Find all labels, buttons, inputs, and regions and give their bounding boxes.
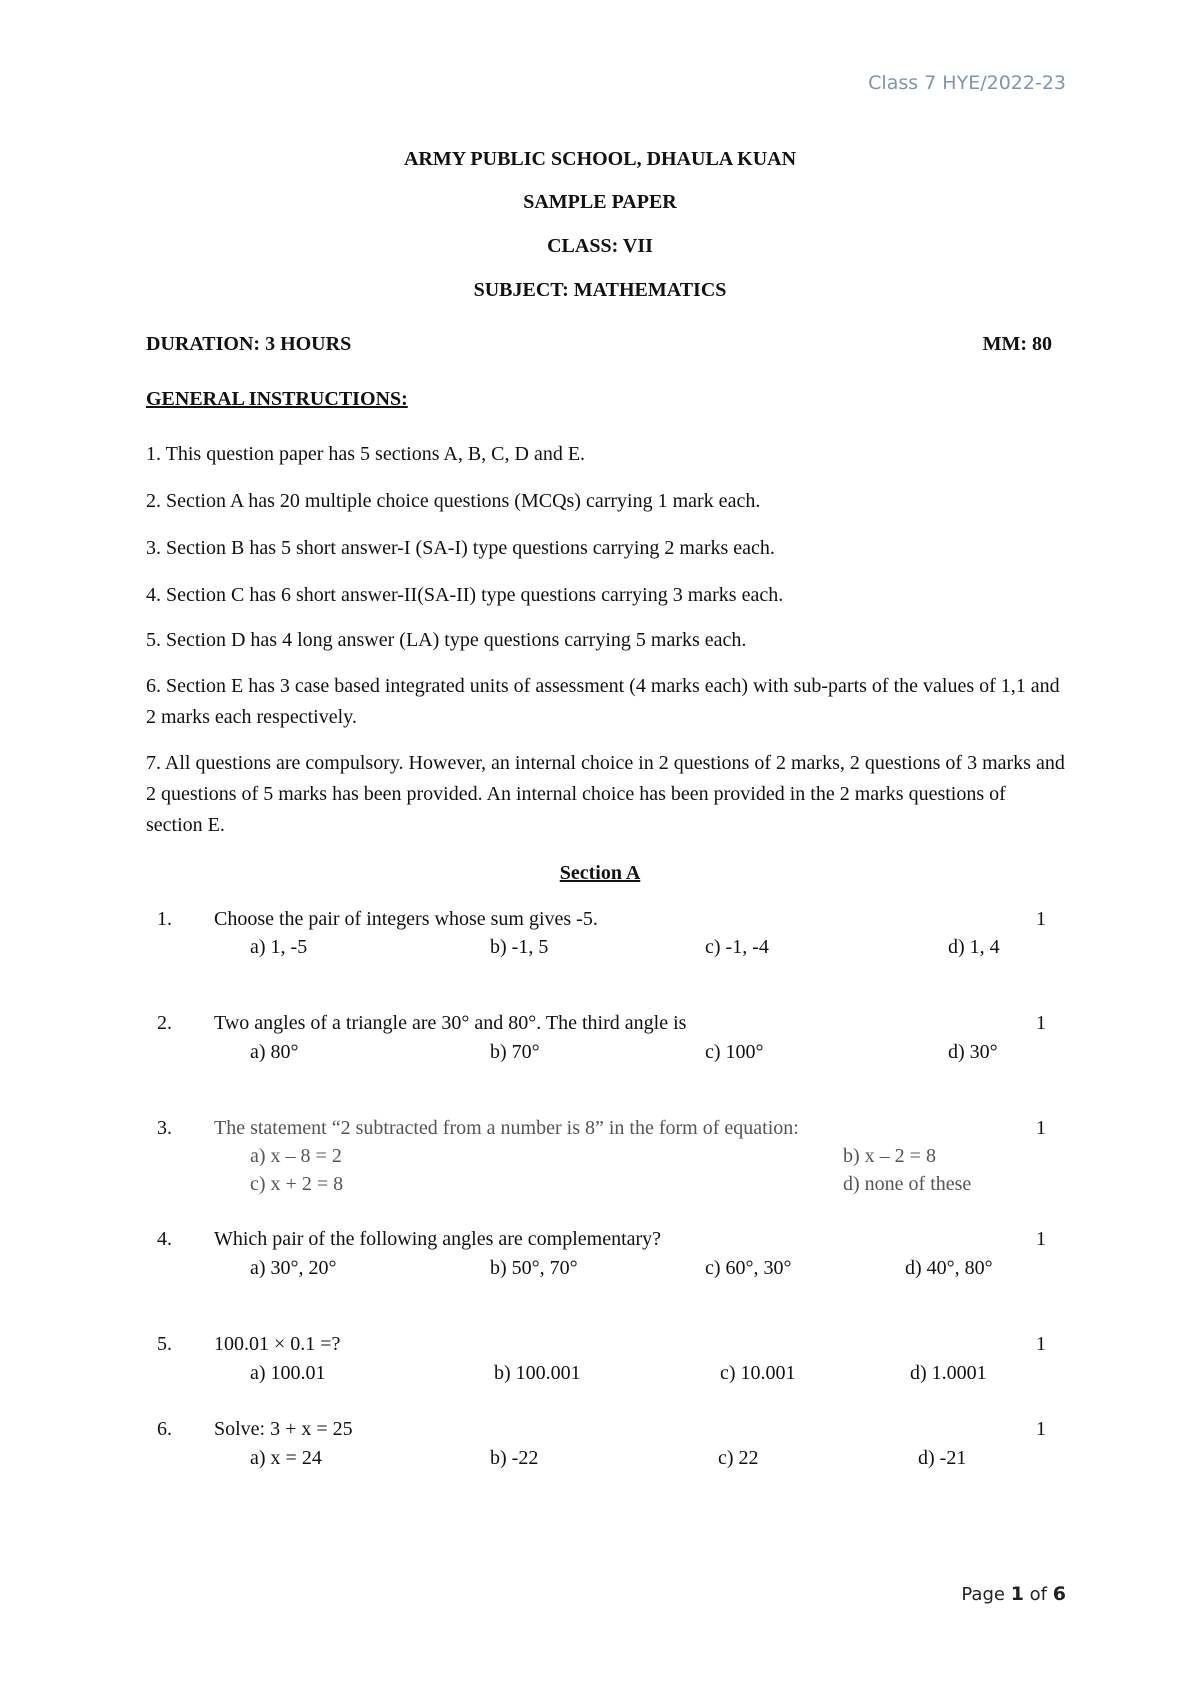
option-b: b) -1, 5 bbox=[490, 936, 549, 958]
question-text: 100.01 × 0.1 =? bbox=[214, 1333, 341, 1355]
subject-line: SUBJECT: MATHEMATICS bbox=[473, 279, 727, 301]
option-d: d) -21 bbox=[918, 1447, 967, 1469]
option-a: a) 80° bbox=[250, 1041, 299, 1063]
option-c: c) 100° bbox=[705, 1041, 764, 1063]
option-b: b) 50°, 70° bbox=[490, 1257, 578, 1279]
question-text: Solve: 3 + x = 25 bbox=[214, 1418, 353, 1440]
section-title: Section A bbox=[559, 862, 641, 884]
question-text: Choose the pair of integers whose sum gives -5. bbox=[214, 908, 598, 930]
question-marks: 1 bbox=[1036, 1333, 1046, 1355]
question-marks: 1 bbox=[1036, 1117, 1046, 1139]
option-a: a) 100.01 bbox=[250, 1362, 326, 1384]
question-text: The statement “2 subtracted from a number is 8” in the form of equation: bbox=[214, 1117, 799, 1139]
question-marks: 1 bbox=[1036, 1418, 1046, 1440]
question-number: 2. bbox=[157, 1012, 172, 1034]
question-number: 3. bbox=[157, 1117, 172, 1139]
instruction-4: 4. Section C has 6 short answer-II(SA-II) type questions carrying 3 marks each. bbox=[146, 584, 784, 606]
option-d: d) 40°, 80° bbox=[905, 1257, 993, 1279]
option-d: d) 1.0001 bbox=[910, 1362, 987, 1384]
option-d: d) none of these bbox=[843, 1173, 972, 1195]
option-c: c) 60°, 30° bbox=[705, 1257, 792, 1279]
instruction-3: 3. Section B has 5 short answer-I (SA-I) type questions carrying 2 marks each. bbox=[146, 537, 775, 559]
question-marks: 1 bbox=[1036, 908, 1046, 930]
instruction-2: 2. Section A has 20 multiple choice questions (MCQs) carrying 1 mark each. bbox=[146, 490, 761, 512]
duration: DURATION: 3 HOURS bbox=[146, 333, 352, 355]
question-number: 6. bbox=[157, 1418, 172, 1440]
total-pages: 6 bbox=[1052, 1583, 1066, 1605]
header-tag: Class 7 HYE/2022-23 bbox=[868, 72, 1066, 94]
question-marks: 1 bbox=[1036, 1012, 1046, 1034]
instruction-7: 7. All questions are compulsory. However, an internal choice in 2 questions of 2 marks, 2 questions of 3 marks and 2 questions of 5 marks has been provided. An internal choice has been provided in the 2 marks questions of section E. bbox=[146, 752, 1065, 836]
instruction-1: 1. This question paper has 5 sections A, B, C, D and E. bbox=[146, 443, 586, 465]
instruction-5: 5. Section D has 4 long answer (LA) type questions carrying 5 marks each. bbox=[146, 629, 747, 651]
option-c: c) 10.001 bbox=[720, 1362, 796, 1384]
instructions-heading: GENERAL INSTRUCTIONS: bbox=[146, 388, 408, 410]
option-b: b) -22 bbox=[490, 1447, 539, 1469]
of-word: of bbox=[1029, 1584, 1048, 1605]
option-a: a) 1, -5 bbox=[250, 936, 308, 958]
max-marks: MM: 80 bbox=[982, 333, 1052, 355]
option-c: c) 22 bbox=[718, 1447, 759, 1469]
option-a: a) x = 24 bbox=[250, 1447, 322, 1469]
option-a: a) 30°, 20° bbox=[250, 1257, 337, 1279]
question-number: 4. bbox=[157, 1228, 172, 1250]
option-b: b) x – 2 = 8 bbox=[843, 1145, 936, 1167]
option-c: c) -1, -4 bbox=[705, 936, 769, 958]
class-line: CLASS: VII bbox=[547, 235, 653, 257]
option-d: d) 1, 4 bbox=[948, 936, 1000, 958]
question-number: 5. bbox=[157, 1333, 172, 1355]
option-a: a) x – 8 = 2 bbox=[250, 1145, 342, 1167]
page-word: Page bbox=[961, 1584, 1005, 1605]
instruction-6: 6. Section E has 3 case based integrated units of assessment (4 marks each) with sub-parts of the values of 1,1 and 2 marks each respectively. bbox=[146, 675, 1060, 728]
question-text: Two angles of a triangle are 30° and 80°. The third angle is bbox=[214, 1012, 687, 1034]
question-marks: 1 bbox=[1036, 1228, 1046, 1250]
option-b: b) 70° bbox=[490, 1041, 540, 1063]
page-footer bbox=[961, 1583, 1066, 1605]
question-number: 1. bbox=[157, 908, 172, 930]
option-c: c) x + 2 = 8 bbox=[250, 1173, 344, 1195]
question-text: Which pair of the following angles are complementary? bbox=[214, 1228, 662, 1250]
option-d: d) 30° bbox=[948, 1041, 998, 1063]
option-b: b) 100.001 bbox=[494, 1362, 581, 1384]
paper-type: SAMPLE PAPER bbox=[523, 191, 677, 213]
current-page: 1 bbox=[1010, 1583, 1024, 1605]
school-name: ARMY PUBLIC SCHOOL, DHAULA KUAN bbox=[403, 148, 797, 170]
